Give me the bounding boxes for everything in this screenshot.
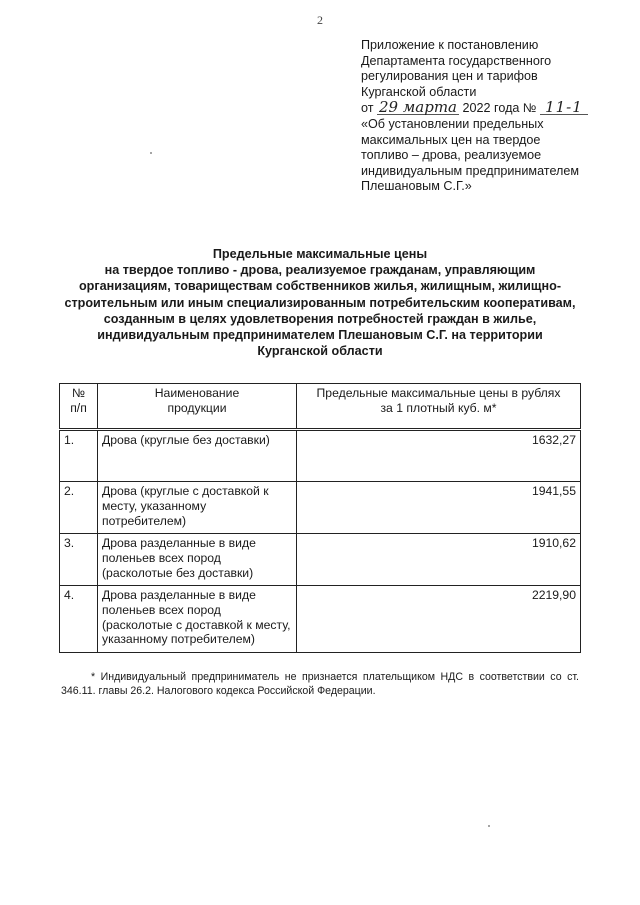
- table-row: [60, 534, 581, 586]
- appendix-subject-line: Плешановым С.Г.»: [361, 179, 472, 194]
- appendix-line: Приложение к постановлению: [361, 38, 539, 52]
- table-row: [60, 586, 581, 653]
- page-number: 2: [317, 13, 323, 27]
- row-name: Дрова разделанные в виде поленьев всех пород (расколотые без доставки): [98, 534, 297, 586]
- scan-speck: [150, 152, 152, 154]
- header-num-line2: п/п: [70, 400, 87, 415]
- row-num: 2.: [60, 482, 98, 534]
- row-num: 1.: [60, 430, 98, 482]
- handwritten-number: 11-1: [540, 100, 588, 115]
- title-line: строительным или иным специализированным потребительским кооперативам,: [64, 295, 576, 310]
- row-num: 3.: [60, 534, 98, 586]
- row-price: 1941,55: [297, 482, 581, 534]
- document-title: [60, 246, 580, 359]
- title-line: Курганской области: [257, 344, 383, 359]
- header-price-line1: Предельные максимальные цены в рублях: [316, 386, 561, 400]
- handwritten-date: 29 марта: [379, 98, 458, 117]
- title-line: на твердое топливо - дрова, реализуемое гражданам, управляющим: [104, 263, 536, 278]
- row-price: 1632,27: [297, 430, 581, 482]
- appendix-subject-line: топливо – дрова, реализуемое: [361, 148, 542, 163]
- table-row: [60, 482, 581, 534]
- header-name-line1: Наименование: [154, 386, 240, 400]
- header-price: [297, 384, 581, 430]
- table-row: [60, 430, 581, 482]
- row-num: 4.: [60, 586, 98, 653]
- scan-speck: [488, 825, 490, 827]
- footnote: * Индивидуальный предприниматель не признается плательщиком НДС в соответствии со ст. 346.11. главы 26.2. Налогового кодекса Российской Федерации.: [61, 671, 579, 697]
- title-line: индивидуальным предпринимателем Плешановым С.Г. на территории: [97, 328, 543, 343]
- appendix-subject-line: индивидуальным предпринимателем: [361, 163, 580, 178]
- appendix-line: Департамента государственного: [361, 53, 552, 68]
- row-price: 1910,62: [297, 534, 581, 586]
- header-num-line1: №: [71, 386, 86, 400]
- header-num: [60, 384, 98, 430]
- appendix-subject-line: максимальных цен на твердое: [361, 132, 541, 147]
- title-line: организациям, товариществам собственников жилья, жилищным, жилищно-: [78, 279, 562, 294]
- appendix-subject-line: «Об установлении предельных: [361, 116, 544, 131]
- header-name-line2: продукции: [167, 400, 227, 415]
- appendix-date-line: [361, 100, 611, 117]
- title-line: Предельные максимальные цены: [212, 247, 428, 261]
- header-price-line2: за 1 плотный куб. м*: [380, 400, 497, 415]
- appendix-line: регулирования цен и тарифов: [361, 69, 538, 84]
- title-line: созданным в целях удовлетворения потребностей граждан в жилье,: [103, 311, 537, 326]
- row-name: Дрова (круглые без доставки): [98, 430, 297, 482]
- row-name: Дрова (круглые с доставкой к месту, указанному потребителем): [98, 482, 297, 534]
- appendix-line: Курганской области: [361, 84, 477, 99]
- table-header-row: [60, 384, 581, 430]
- price-table: [59, 383, 581, 653]
- appendix-block: [361, 38, 611, 195]
- row-price: 2219,90: [297, 586, 581, 653]
- header-name: [98, 384, 297, 430]
- date-year: 2022 года №: [462, 101, 537, 116]
- row-name: Дрова разделанные в виде поленьев всех пород (расколотые с доставкой к месту, указанному потребителем): [98, 586, 297, 653]
- date-prefix: от: [361, 101, 374, 116]
